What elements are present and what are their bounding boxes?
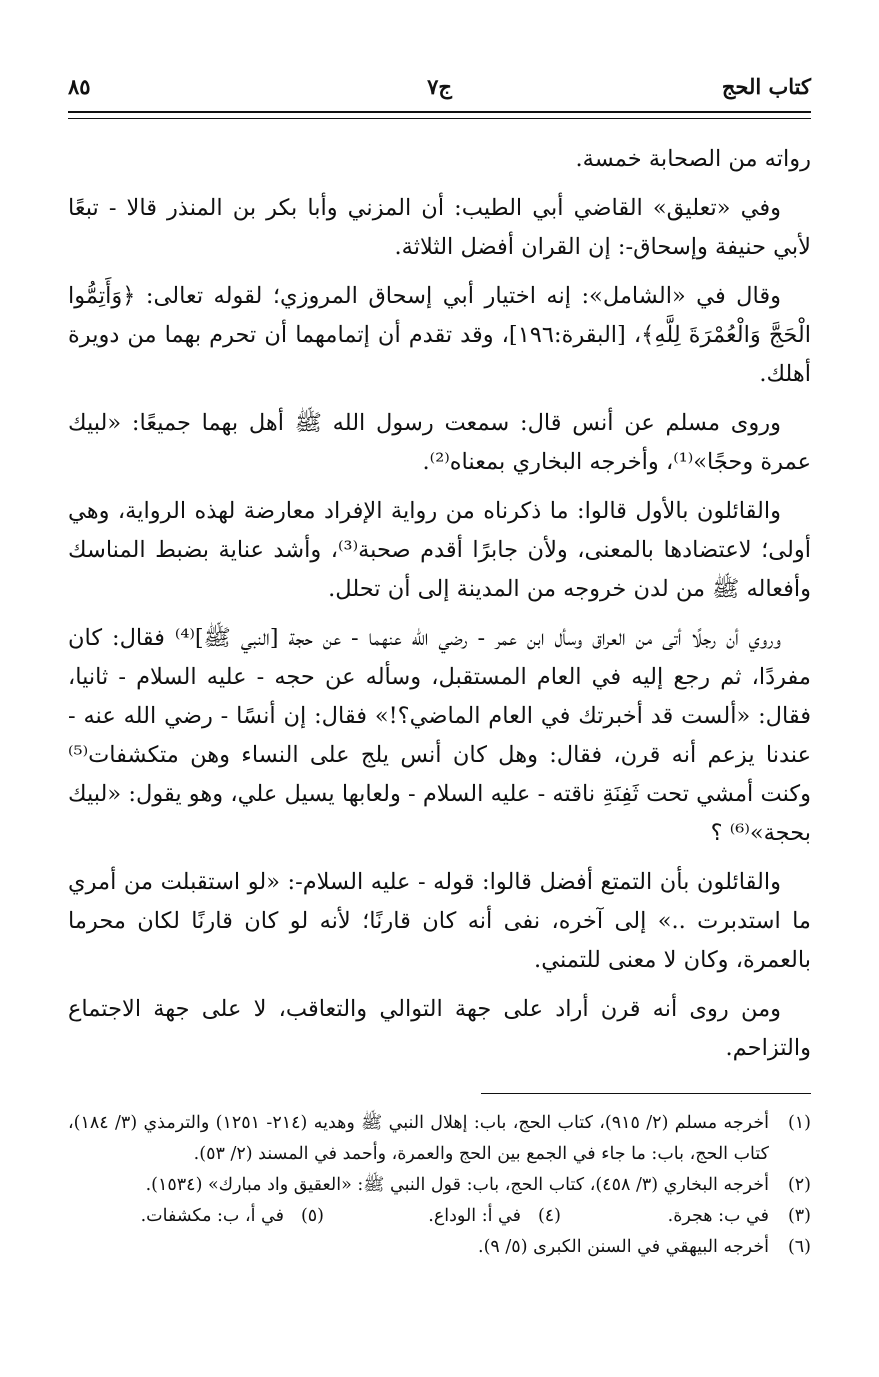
page-header (68, 74, 811, 104)
footnote-2 (68, 1170, 811, 1201)
header-rule-thick (68, 111, 811, 113)
running-title: كتاب الحج (721, 74, 811, 99)
footnote-number: (٤) (537, 1206, 561, 1226)
footnote-number: (٣) (787, 1206, 811, 1226)
footnotes-3-4-5 (68, 1201, 811, 1232)
footnote-text: أخرجه البخاري (٣/ ٤٥٨)، كتاب الحج، باب: قول النبي ﷺ: «العقيق واد مبارك» (١٥٣٤). (145, 1175, 769, 1195)
footnote-6 (68, 1232, 811, 1263)
paragraph: وروي أن رجلًا أتى من العراق وسأل ابن عمر - رضي الله عنهما - عن حجة [النبي ﷺ]⁽⁴⁾ فقال: كان مفردًا، ثم رجع إليه في العام المستقبل، وسأله عن حجه - عليه السلام - ثانيا، فقال: «ألست قد أخبرتك في العام الماضي؟!» فقال: إن أنسًا - رضي الله عنه - عندنا يزعم أنه قرن، فقال: وهل كان أنس يلج على النساء وهن متكشفات⁽⁵⁾ وكنت أمشي تحت ثَفِنَةِ ناقته - عليه السلام - ولعابها يسيل علي، وهو يقول: «لبيك بحجة»⁽⁶⁾ ؟ (68, 625, 811, 846)
paragraph: والقائلون بالأول قالوا: ما ذكرناه من رواية الإفراد معارضة لهذه الرواية، وهي أولى؛ لاعتضادها بالمعنى، ولأن جابرًا أقدم صحبة⁽³⁾، وأشد عناية بضبط المناسك وأفعاله ﷺ من لدن خروجه من المدينة إلى أن تحلل. (68, 498, 811, 602)
paragraph: وفي «تعليق» القاضي أبي الطيب: أن المزني وأبا بكر بن المنذر قالا - تبعًا لأبي حنيفة وإسحاق-: إن القران أفضل الثلاثة. (68, 195, 811, 260)
footnote-number: (٢) (787, 1175, 811, 1195)
main-text (68, 140, 811, 1078)
paragraph: رواته من الصحابة خمسة. (575, 146, 811, 172)
footnote-number: (٦) (787, 1237, 811, 1257)
header-rule-thin (68, 118, 811, 119)
footnote-text: في ب: هجرة. (667, 1206, 769, 1226)
footnote-1 (68, 1108, 811, 1170)
paragraph: والقائلون بأن التمتع أفضل قالوا: قوله - عليه السلام-: «لو استقبلت من أمري ما استدبرت ..» إلى آخره، نفى أنه كان قارنًا؛ لأنه لو كان قارنًا لكان محرما بالعمرة، وكان لا معنى للتمني. (68, 869, 811, 973)
paragraph: وروى مسلم عن أنس قال: سمعت رسول الله ﷺ أهل بهما جميعًا: «لبيك عمرة وحجًا»⁽¹⁾، وأخرجه البخاري بمعناه⁽²⁾. (68, 410, 811, 475)
paragraph: وقال في «الشامل»: إنه اختيار أبي إسحاق المروزي؛ لقوله تعالى: ﴿وَأَتِمُّوا الْحَجَّ وَالْعُمْرَةَ لِلَّهِ﴾، [البقرة:١٩٦]، وقد تقدم أن إتمامهما أن تحرم بهما من دويرة أهلك. (68, 283, 811, 387)
footnote-text: أخرجه مسلم (٢/ ٩١٥)، كتاب الحج، باب: إهلال النبي ﷺ وهديه (٢١٤- ١٢٥١) والترمذي (٣/ ١٨٤)، كتاب الحج، باب: ما جاء في الجمع بين الحج والعمرة، وأحمد في المسند (٢/ ٥٣). (68, 1113, 769, 1164)
footnote-number: (٥) (300, 1206, 324, 1226)
footnote-text: أخرجه البيهقي في السنن الكبرى (٥/ ٩). (478, 1237, 769, 1257)
footnote-number: (١) (787, 1113, 811, 1133)
footnote-separator (481, 1093, 811, 1094)
footnotes (68, 1108, 811, 1263)
footnote-text: في أ: الوداع. (428, 1206, 521, 1226)
footnote-text: في أ، ب: مكشفات. (140, 1206, 284, 1226)
page-number: ٨٥ (68, 74, 91, 99)
paragraph: ومن روى أنه قرن أراد على جهة التوالي والتعاقب، لا على جهة الاجتماع والتزاحم. (68, 996, 811, 1061)
volume-label: ج٧ (427, 74, 452, 99)
